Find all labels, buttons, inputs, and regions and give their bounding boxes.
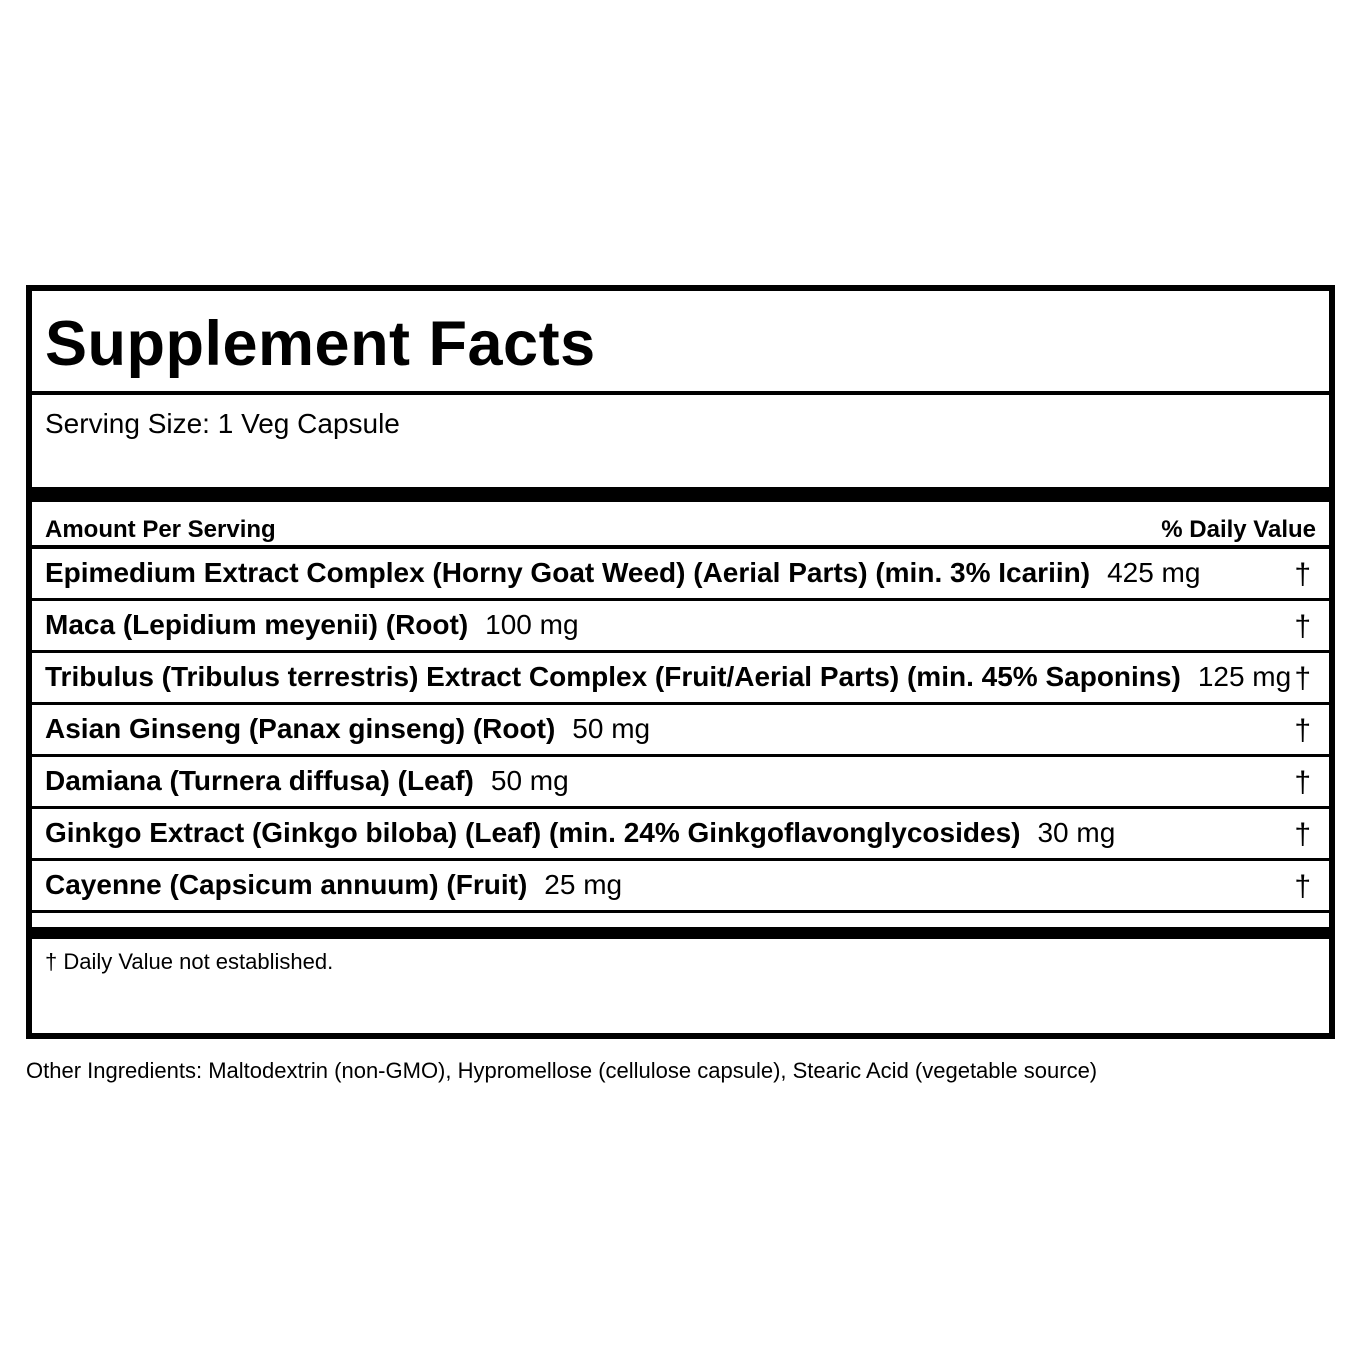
ingredient-name: Maca (Lepidium meyenii) (Root)	[45, 609, 469, 640]
ingredient-row	[32, 601, 1329, 653]
ingredient-text	[45, 609, 579, 641]
ingredient-text	[45, 869, 622, 901]
daily-value-dagger: †	[1294, 558, 1311, 591]
ingredient-amount: 100 mg	[485, 609, 579, 640]
ingredient-name: Asian Ginseng (Panax ginseng) (Root)	[45, 713, 556, 744]
daily-value-dagger: †	[1294, 818, 1311, 851]
ingredient-amount: 125 mg	[1197, 661, 1292, 692]
title-row	[32, 291, 1329, 395]
ingredient-list	[32, 549, 1329, 913]
supplement-facts-panel	[26, 285, 1335, 1039]
ingredient-name: Cayenne (Capsicum annuum) (Fruit)	[45, 869, 528, 900]
serving-size: Serving Size: 1 Veg Capsule	[45, 408, 400, 439]
thick-divider-top	[32, 487, 1329, 502]
panel-title: Supplement Facts	[45, 309, 596, 379]
ingredient-amount: 50 mg	[490, 765, 569, 796]
ingredient-name: Damiana (Turnera diffusa) (Leaf)	[45, 765, 474, 796]
daily-value-dagger: †	[1294, 766, 1311, 799]
ingredient-amount: 30 mg	[1037, 817, 1116, 848]
ingredient-amount: 50 mg	[572, 713, 651, 744]
ingredient-amount: 25 mg	[544, 869, 623, 900]
ingredient-text	[45, 817, 1115, 849]
daily-value-dagger: †	[1294, 870, 1311, 903]
ingredient-name: Epimedium Extract Complex (Horny Goat Weed) (Aerial Parts) (min. 3% Icariin)	[45, 557, 1091, 588]
daily-value-dagger: †	[1294, 714, 1311, 747]
daily-value-header: % Daily Value	[1161, 516, 1316, 543]
daily-value-dagger: †	[1294, 662, 1311, 695]
ingredient-row	[32, 861, 1329, 913]
ingredient-amount: 425 mg	[1107, 557, 1201, 588]
footnote: † Daily Value not established.	[45, 949, 334, 974]
amount-per-serving-header: Amount Per Serving	[45, 516, 276, 543]
ingredient-row	[32, 809, 1329, 861]
ingredient-row	[32, 653, 1329, 705]
ingredient-text	[45, 661, 1291, 693]
ingredient-text	[45, 765, 569, 797]
ingredient-name: Tribulus (Tribulus terrestris) Extract Complex (Fruit/Aerial Parts) (min. 45% Saponins)	[45, 661, 1181, 692]
ingredient-text	[45, 557, 1200, 589]
other-ingredients: Other Ingredients: Maltodextrin (non-GMO), Hypromellose (cellulose capsule), Stearic Acid (vegetable source)	[26, 1058, 1098, 1083]
ingredient-row	[32, 757, 1329, 809]
thick-divider-bottom	[32, 927, 1329, 939]
column-header-row	[32, 502, 1329, 549]
ingredient-name: Ginkgo Extract (Ginkgo biloba) (Leaf) (min. 24% Ginkgoflavonglycosides)	[45, 817, 1021, 848]
ingredient-text	[45, 713, 650, 745]
ingredient-row	[32, 705, 1329, 757]
daily-value-dagger: †	[1294, 610, 1311, 643]
ingredient-row	[32, 549, 1329, 601]
